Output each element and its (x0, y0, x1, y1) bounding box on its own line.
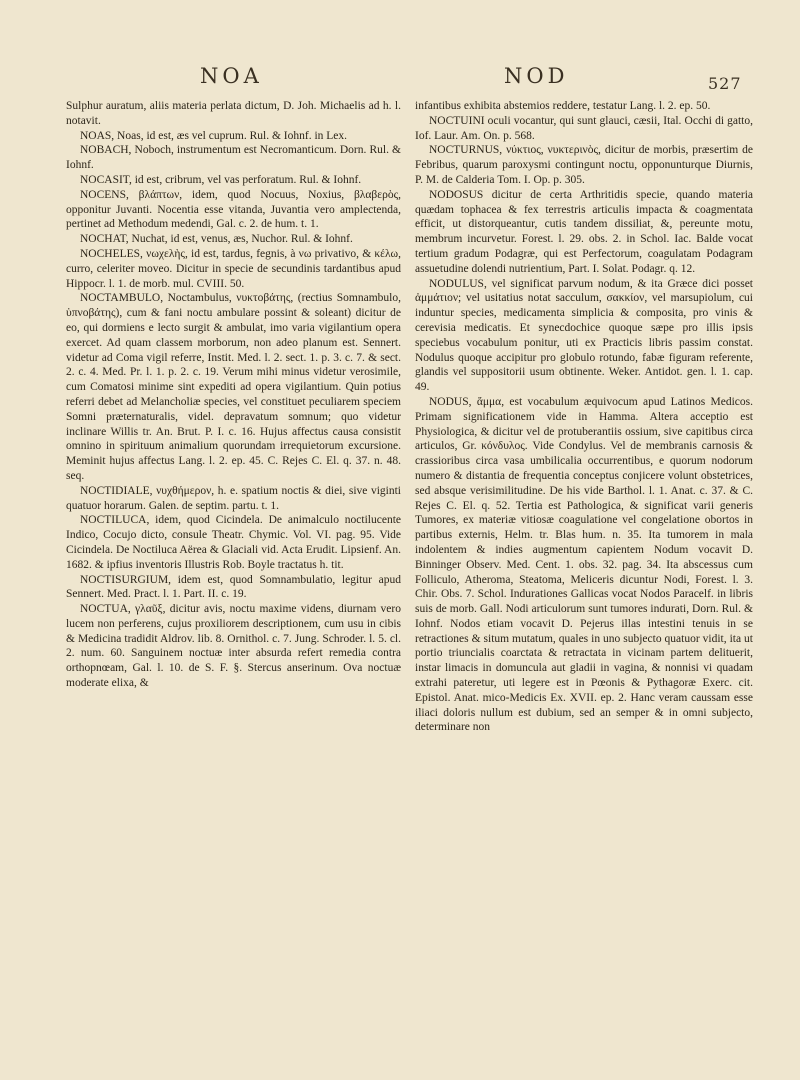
entry-paragraph: NOCASIT, id est, cribrum, vel vas perforatum. Rul. & Iohnf. (80, 173, 362, 186)
entry-paragraph: Sulphur auratum, aliis materia perlata dictum, D. Joh. Michaelis ad h. l. notavit. (66, 100, 401, 127)
entry-paragraph: NOCTAMBULO, Noctambulus, νυκτοβάτης, (rectius Somnambulo, ὑπνοβάτης), cum & fani noctu ambulare possint & soleant) dicitur de eo, qui dormiens e lecto surgit & ambulat, imo varia vigilantium opera exercet. Ad quam classem morborum, non adeo planum est. Sennert. videtur ad Coma vigil referre, Instit. Med. l. 2. sect. 1. p. 3. c. 7. & sect. 2. c. 4. Med. Pr. l. 1. p. 2. c. 19. Verum mihi minus videtur verosimile, cum Comatosi minime sint expediti ad opera vigilantium. Quin potius referri debet ad Melancholiæ species, vel constituet peculiarem speciem Somni præternaturalis, videl. depravatum somnum; quo videtur inclinare Willis tr. An. Brut. P. I. c. 16. Hujus affectus causa consistit omnino in spirituum animalium quorundam irrequietorum excursione. Meminit hujus affectus Lang. l. 2. ep. 45. C. Rejes C. El. q. 37. n. 48. seq. (66, 292, 401, 482)
page-number: 527 (708, 74, 742, 93)
right-column (415, 99, 753, 735)
entry-paragraph: NOCTUA, γλαῦξ, dicitur avis, noctu maxime videns, diurnam vero lucem non perferens, cujus proxiliorem descriptionem, cum usu in cibis & Medicina tradidit Aldrov. lib. 8. Ornithol. c. 7. Jung. Schroder. l. 5. cl. 2. num. 60. Sanguinem noctuæ inter absurda refert remedia contra orthopnœam, Gal. l. 10. de S. F. §. Stercus anserinum. Ova noctuæ moderate elixa, & (66, 603, 401, 690)
entry-paragraph: NOCHAT, Nuchat, id est, venus, æs, Nuchor. Rul. & Iohnf. (80, 233, 353, 246)
entry-paragraph: NODULUS, vel significat parvum nodum, & ita Græce dici posset ἀμμάτιον; vel usitatius notat sacculum, σακκίον, vel marsupiolum, cui induntur species, medicamenta simplicia & composita, pro vinis & cerevisia medicatis. Et synecdochice quoque sæpe pro illis ipsis speciebus vocabulum ponitur, uti ex Practicis libris passim constat. Nodulus quoque accipitur pro globulo rotundo, fabæ figuram referente, glandis vel suppositorii usum obtinente. Weker. Antidot. gen. l. 1. cap. 49. (415, 277, 753, 394)
entry-paragraph: NOCTISURGIUM, idem est, quod Somnambulatio, legitur apud Sennert. Med. Pract. l. 1. Part. II. c. 19. (66, 573, 401, 601)
entry-paragraph: NOBACH, Noboch, instrumentum est Necromanticum. Dorn. Rul. & Iohnf. (66, 144, 401, 172)
entry-paragraph: NOCTIDIALE, νυχθήμερον, h. e. spatium noctis & diei, sive viginti quatuor horarum. Galen. de septim. partu. t. 1. (66, 484, 401, 512)
entry-paragraph: NOCTILUCA, idem, quod Cicindela. De animalculo noctilucente Indico, Cocujo dicto, consule Theatr. Chymic. Vol. VI. pag. 95. Vide Cicindela. De Noctiluca Aërea & Glaciali vid. Acta Erudit. Lipsienf. An. 1682. & ipfius inventoris Illustris Rob. Boyle tractatus h. tit. (66, 514, 401, 571)
left-column (66, 99, 401, 691)
entry-paragraph: infantibus exhibita abstemios reddere, testatur Lang. l. 2. ep. 50. (415, 100, 711, 112)
entry-paragraph: NOAS, Noas, id est, æs vel cuprum. Rul. & Iohnf. in Lex. (80, 129, 348, 142)
running-head-right: NOD (504, 64, 569, 88)
entry-paragraph: NOCENS, βλάπτων, idem, quod Nocuus, Noxius, βλαβερὸς, opponitur Juvanti. Nocentia esse vitanda, Juvantia vero amplectenda, pertinet ad Methodum medendi, Gal. c. 2. de hum. t. 1. (66, 188, 401, 231)
entry-paragraph: NOCHELES, νωχελὴς, id est, tardus, fegnis, à νω privativo, & κέλω, curro, celeriter moveo. Dicitur in specie de secundinis tardantibus apud Hippocr. l. 1. de morb. mul. CVIII. 50. (66, 247, 401, 290)
entry-paragraph: NODOSUS dicitur de certa Arthritidis specie, quando materia quædam tophacea & fex terrestris articulis impacta & coagmentata efficit, ut distorqueantur, cutis tandem dissiliat, &, pereunte motu, membrum incurvetur. Forest. l. 29. obs. 2. in Schol. Iac. Balde vocat tertium gradum Podagræ, qui est Perfectorum, coagulatam Podagram assuetudine dolendi nutrientium, Part. I. Solat. Podagr. q. 12. (415, 188, 753, 275)
entry-paragraph: NOCTURNUS, νύκτιος, νυκτερινὸς, dicitur de morbis, præsertim de Febribus, quarum paroxysmi contingunt noctu, opponunturque Diurnis, P. M. de Calderia Tom. I. Op. p. 305. (415, 144, 753, 186)
running-head-left: NOA (200, 64, 263, 88)
entry-paragraph: NOCTUINI oculi vocantur, qui sunt glauci, cæsii, Ital. Occhi di gatto, Iof. Laur. Am. On. p. 568. (415, 114, 753, 142)
entry-paragraph: NODUS, ἅμμα, est vocabulum æquivocum apud Latinos Medicos. Primam significationem vide in Hamma. Altera acceptio est Physiologica, & dicitur vel de protuberantiis ossium, sive capitibus circa articulos, Gr. κόνδυλος. Vide Condylus. Vel de membranis carnosis & crassioribus circa vasa umbilicalia occurrentibus, e quorum nodorum numero & distantia de frequentia conceptus conjicere volunt obstetrices, sed absque verisimilitudine. De his vide Barthol. l. 1. Anat. c. 37. & C. Rejes C. El. q. 52. Tertia est Pathologica, & significat varii generis Tumores, ex materiæ vitiosæ coagulatione vel congelatione obortos in partibus externis, Helm. tr. Blas hum. n. 35. Ita tumorem in mala indolentem & indies augmentum capientem Nodum vocavit D. Binninger Observ. Med. Cent. 1. obs. 32. pag. 34. Ita abscessus cum Folliculo, Atheroma, Steatoma, Meliceris dicuntur Nodi, Forest. l. 3. Chir. Obs. 7. Schol. Indurationes Gallicas vocat Nodos Paracelf. in libris suis de morb. Gall. Nodi articulorum sunt tumores indurati, Dorn. Rul. & Iohnf. Nodos etiam vocavit D. Pejerus illas intestini tenuis in se retractiones & situm mutatum, quales in uno subjecto quatuor vidit, ita ut portio triuncialis coarctata & retractata in vicinam partem delituerit, instar limacis in domuncula aut gladii in vagina, & nonnisi vi quadam extrahi pateretur, uti legere est in Pœonis & Pythagoræ Exerc. cit. Epistol. Anat. mico-Medicis Ex. XVII. ep. 2. Hanc veram caussam esse iliaci doloris nullum est dubium, sed an semper & in omni subjecto, determinare non (415, 395, 753, 734)
